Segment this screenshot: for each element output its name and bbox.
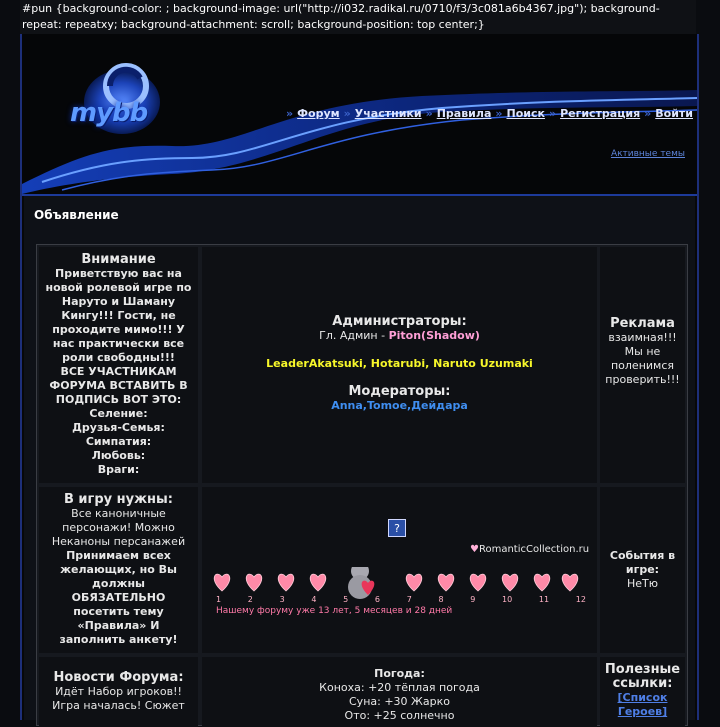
weather-heading: Погода: [374, 667, 425, 680]
nav-separator: » [425, 107, 433, 120]
main-admin-name[interactable]: Piton(Shadow) [388, 329, 480, 342]
question-mark-icon[interactable]: ? [388, 519, 406, 537]
forum-board [20, 34, 699, 720]
admins-cell [202, 247, 597, 483]
nav-search-link[interactable]: Поиск [506, 107, 545, 120]
moderators-heading: Модераторы: [348, 384, 451, 399]
useful-links-cell [600, 657, 685, 727]
announcement-panel [24, 196, 695, 720]
attention-heading: Внимание [81, 252, 156, 267]
ads-cell: Реклама взаимная!!! Мы не поленимся проверить!!! [600, 247, 685, 483]
romantic-collection-label: ♥RomanticCollection.ru [470, 544, 590, 555]
news-cell: Новости Форума: Идёт Набор игроков!! Игра началась! Сюжет [39, 657, 198, 727]
nav-register-link[interactable]: Регистрация [560, 107, 641, 120]
needed-cell: В игру нужны: Все каноничные персонажи! Можно Неканоны персанажей Принимаем всех желающих, но Вы должны ОБЯЗАТЕЛЬНО посетить тему «Правила» И заполнить анкету! [39, 487, 198, 653]
attention-cell [39, 247, 198, 483]
nav-login-link[interactable]: Войти [655, 107, 693, 120]
events-value: НеТю [626, 577, 659, 590]
useful-links-heading: Полезные ссылки: [604, 662, 681, 691]
forum-age-counter: Нашему форуму уже 13 лет, 5 месяцев и 28 дней [216, 606, 453, 616]
ads-heading: Реклама [610, 316, 675, 331]
events-cell [600, 487, 685, 653]
news-heading: Новости Форума: [53, 670, 184, 685]
attention-text: Приветствую вас на новой ролевой игре по Наруто и Шаману Кингу!!! Гости, не проходите мимо!!! У нас практически все роли свободны!!! ВСЕ УЧАСТНИКАМ ФОРУМА ВСТАВИТЬ В ПОДПИСЬ ВОТ ЭТО: Селение: Друзья-Семья: Симпатия: Любовь: Враги: [45, 267, 192, 476]
main-nav [286, 107, 693, 120]
counter-numbers: 1 2 3 4 5 6 7 8 9 10 11 12 [216, 595, 586, 604]
moderator-names: Anna,Tomoe,Дейдара [331, 399, 468, 412]
counter-cell [202, 487, 597, 653]
css-code-line: #pun {background-color: ; background-image: url("http://i032.radikal.ru/0710/f3/3c081a6b4367.jpg"); background-repeat: repeatxy; background-attachment: scroll; background-position: top center;} [20, 0, 696, 34]
forum-header [22, 34, 697, 196]
main-admin-line: Гл. Админ - Piton(Shadow) [319, 329, 480, 342]
nav-separator: » [548, 107, 557, 120]
events-heading: События в игре: [609, 549, 676, 576]
heroes-list-link[interactable]: [Список Героев] [617, 691, 668, 718]
announcement-title: Объявление [34, 208, 119, 222]
nav-rules-link[interactable]: Правила [436, 107, 492, 120]
needed-heading: В игру нужны: [64, 492, 173, 507]
nav-forum-link[interactable]: Форум [297, 107, 340, 120]
weather-cell: Погода: Коноха: +20 тёплая погода Суна: +30 Жарко Ото: +25 солнечно [202, 657, 597, 727]
nav-separator: » [495, 107, 503, 120]
admin-names: LeaderAkatsuki, Hotarubi, Naruto Uzumaki [266, 357, 533, 370]
nav-separator: » [286, 107, 294, 120]
heart-icon: ♥ [470, 544, 479, 555]
announcement-table [36, 244, 688, 726]
mybb-logo-text: mybb [70, 98, 148, 128]
nav-separator: » [644, 107, 652, 120]
nav-separator: » [343, 107, 351, 120]
active-topics-link[interactable]: Активные темы [610, 149, 685, 159]
nav-users-link[interactable]: Участники [354, 107, 422, 120]
admins-heading: Администраторы: [332, 314, 467, 329]
